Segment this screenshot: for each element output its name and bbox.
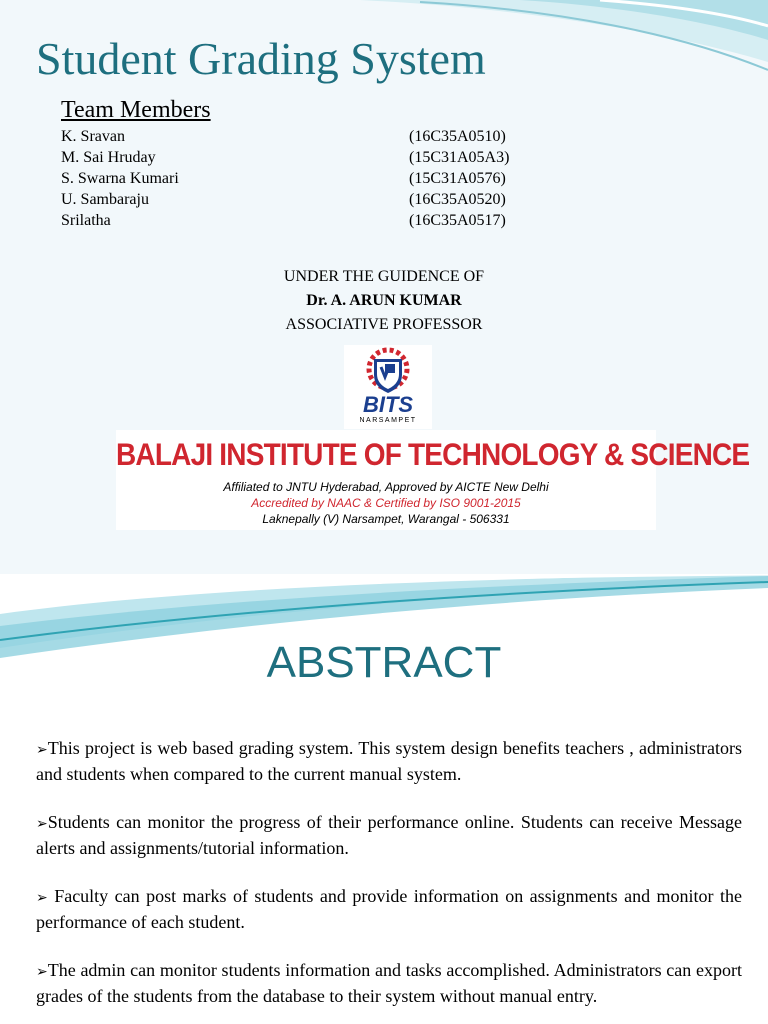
- member-row: [61, 170, 541, 191]
- bullet-item: [36, 884, 742, 934]
- logo-text: BITS: [362, 392, 414, 417]
- member-row: [61, 191, 541, 212]
- guidance-label: UNDER THE GUIDENCE OF: [283, 268, 485, 285]
- bullet-item: [36, 736, 742, 786]
- arrow-bullet-icon: ➢: [36, 742, 48, 758]
- abstract-bullets: [36, 736, 742, 1024]
- member-name: K. Sravan: [61, 128, 125, 145]
- member-name: M. Sai Hruday: [61, 149, 156, 166]
- guide-designation: ASSOCIATIVE PROFESSOR: [285, 316, 483, 333]
- bits-logo: [344, 345, 432, 429]
- bullet-text: Faculty can post marks of students and provide information on assignments and monitor the performance of each student.: [36, 886, 742, 932]
- member-id: (16C35A0517): [409, 212, 506, 229]
- slide-title: Student Grading System: [36, 33, 486, 84]
- institute-name: BALAJI INSTITUTE OF TECHNOLOGY & SCIENCE: [116, 437, 750, 472]
- institute-banner: [116, 430, 750, 530]
- abstract-slide: [0, 574, 768, 1024]
- arrow-bullet-icon: ➢: [36, 890, 48, 906]
- member-name: S. Swarna Kumari: [61, 170, 179, 187]
- member-row: [61, 212, 541, 233]
- member-id: (15C31A05A3): [409, 149, 510, 166]
- arrow-bullet-icon: ➢: [36, 816, 48, 832]
- bullet-text: This project is web based grading system. This system design benefits teachers , administrators and students when compared to the current manual system.: [36, 738, 742, 784]
- member-id: (16C35A0510): [409, 128, 506, 145]
- logo-subtext: NARSAMPET: [359, 417, 417, 424]
- member-name: Srilatha: [61, 212, 111, 229]
- member-id: (16C35A0520): [409, 191, 506, 208]
- bullet-item: [36, 810, 742, 860]
- member-row: [61, 149, 541, 170]
- institute-accreditation: Accredited by NAAC & Certified by ISO 9001-2015: [251, 496, 521, 510]
- abstract-title: ABSTRACT: [266, 638, 502, 687]
- institute-address: Laknepally (V) Narsampet, Warangal - 506331: [262, 512, 510, 526]
- bullet-item: [36, 958, 742, 1008]
- member-id: (15C31A0576): [409, 170, 506, 187]
- bullet-text: The admin can monitor students information and tasks accomplished. Administrators can export grades of the students from the database to their system without manual entry.: [36, 960, 742, 1006]
- arrow-bullet-icon: ➢: [36, 964, 48, 980]
- member-row: [61, 128, 541, 149]
- team-members-list: [61, 128, 541, 233]
- bullet-text: Students can monitor the progress of their performance online. Students can receive Message alerts and assignments/tutorial information.: [36, 812, 742, 858]
- guide-name: Dr. A. ARUN KUMAR: [306, 292, 462, 309]
- member-name: U. Sambaraju: [61, 191, 149, 208]
- institute-affiliation: Affiliated to JNTU Hyderabad, Approved by AICTE New Delhi: [223, 480, 549, 494]
- team-members-heading: Team Members: [61, 97, 211, 123]
